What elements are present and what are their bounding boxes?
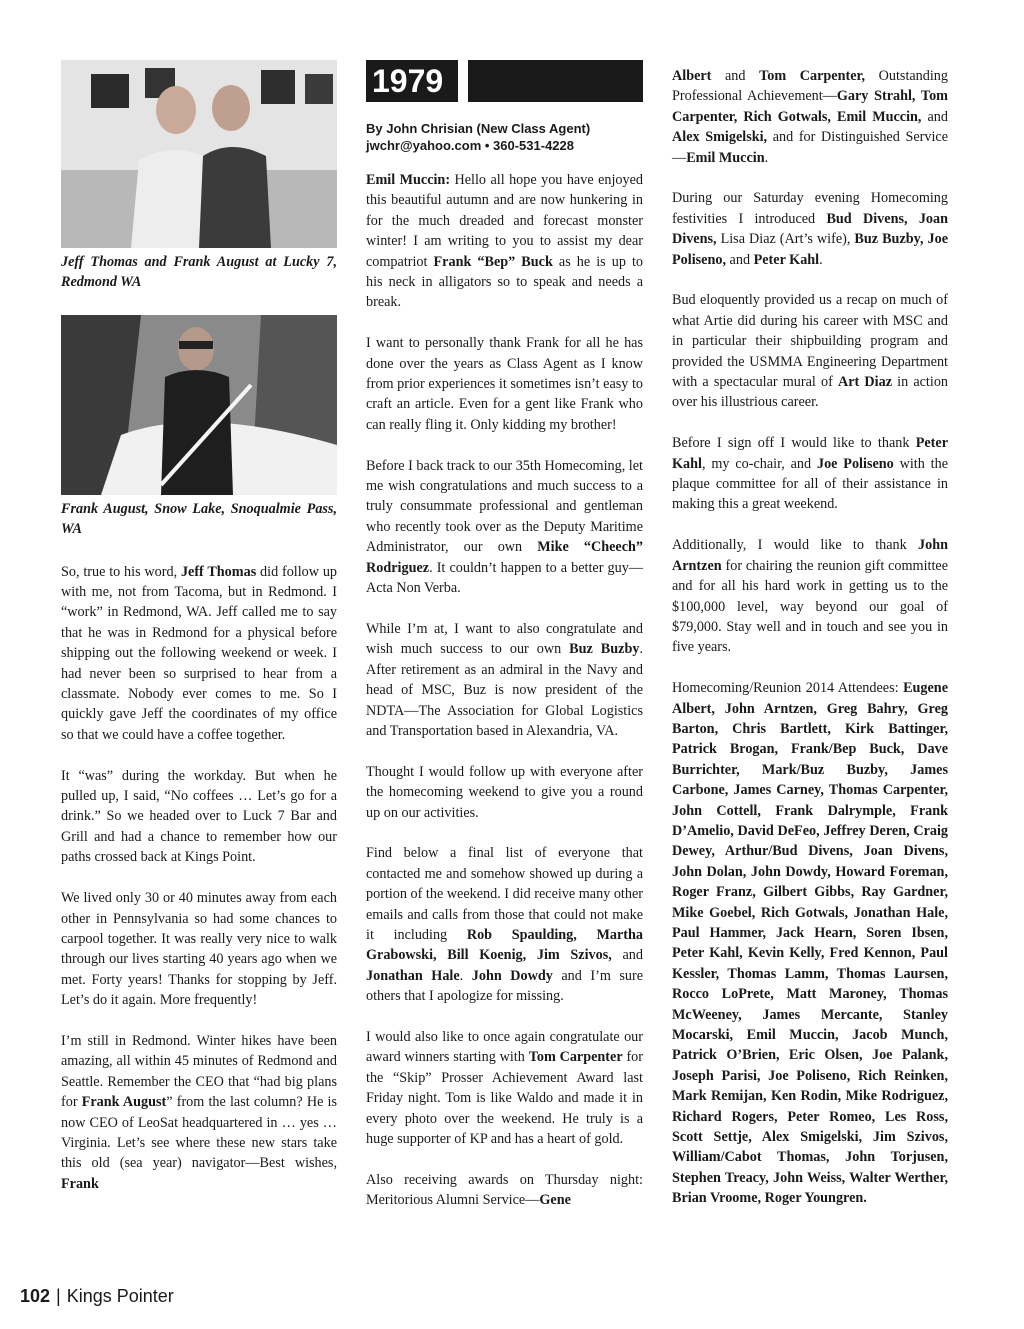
paragraph: Find below a final list of everyone that contacted me and somehow showed up during a portion of the weekend. I did receive many other emails and calls from those that could not make it including Rob Spaulding, Martha Grabowski, Bill Koenig, Jim Szivos, and Jonathan Hale. John Dowdy and I’m sure others that I apologize for missing. — [366, 845, 644, 1005]
paragraph: I want to personally thank Frank for all he has done over the years as Class Agent as I know from prior experiences it sometimes isn’t easy to craft an article. Even for a gent like Frank who can really fling it. Only kidding my brother! — [366, 335, 643, 433]
header-bar — [468, 60, 643, 102]
paragraph: During our Saturday evening Homecoming festivities I introduced Bud Divens, Joan Divens, Lisa Diaz (Art’s wife), Buz Buzby, Joe Poliseno, and Peter Kahl. — [672, 190, 948, 268]
photo-caption-1: Jeff Thomas and Frank August at Lucky 7, Redmond WA — [61, 254, 337, 291]
paragraph: Before I back track to our 35th Homecoming, let me wish congratulations and much success to a truly consummate professional and gentleman who recently took over as the Deputy Maritime Administrator, our own Mike “Cheech” Rodriguez. It couldn’t happen to a better guy—Acta Non Verba. — [366, 457, 643, 597]
paragraph: So, true to his word, Jeff Thomas did follow up with me, not from Tacoma, but in Redmond. I “work” in Redmond, WA. Jeff called me to say that he was in Redmond for a physical before shipping out the following weekend or week. I had never been so surprised to hear from a classmate. Nobody ever comes to me. So I quickly gave Jeff the coordinates of my office so that we could have a coffee together. — [61, 563, 338, 743]
contact-line: jwchr@yahoo.com • 360-531-4228 — [366, 138, 574, 153]
publication-name: Kings Pointer — [66, 1286, 174, 1306]
paragraph: While I’m at, I want to also congratulate and wish much success to our own Buz Buzby. After retirement as an admiral in the Navy and head of MSC, Buz is now president of the NDTA—The Association for Global Logistics and Transportation based in Alexandria, VA. — [366, 620, 643, 739]
photo-frank-august-snow-lake — [61, 315, 337, 495]
author-line: By John Chrisian (New Class Agent) — [366, 121, 591, 136]
paragraph: We lived only 30 or 40 minutes away from each other in Pennsylvania so had some chances to carpool together. It was really very nice to walk through our lives starting 40 years ago when we met. Forty years! Thanks for stopping by Jeff. Let’s do it again. More frequently! — [61, 890, 337, 1009]
paragraph: I’m still in Redmond. Winter hikes have been amazing, all within 45 minutes of Redmond and Seattle. Remember the CEO that “had big plans for Frank August” from the last column? He is now CEO of LeoSat headquartered in … yes … Virginia. Let’s see where these new stars take this old (sea year) navigator—Best wishes, Frank — [61, 1032, 337, 1192]
page-footer — [20, 1286, 174, 1307]
class-year-header — [366, 60, 643, 102]
page-number: 102 — [20, 1286, 51, 1306]
footer-separator: | — [56, 1286, 61, 1306]
paragraph: Thought I would follow up with everyone after the homecoming weekend to give you a round up on our activities. — [366, 763, 643, 821]
paragraph: Emil Muccin: Hello all hope you have enjoyed this beautiful autumn and are now hunkering in for the much dreaded and forecast monster winter! I am writing to you to assist my dear compatriot Frank “Bep” Buck as he is up to his neck in alligators so to speak and needs a break. — [366, 172, 643, 311]
paragraph: Albert and Tom Carpenter, Outstanding Professional Achievement—Gary Strahl, Tom Carpenter, Rich Gotwals, Emil Muccin, and Alex Smigelski, and for Distinguished Service—Emil Muccin. — [672, 68, 948, 166]
paragraph: Before I sign off I would like to thank Peter Kahl, my co-chair, and Joe Poliseno with the plaque committee for all of their assistance in making this a great weekend. — [672, 435, 948, 513]
column-right — [672, 66, 948, 1229]
photo-illustration-snow — [61, 315, 337, 495]
photo-jeff-thomas-frank-august — [61, 60, 337, 248]
paragraph: Additionally, I would like to thank John Arntzen for chairing the reunion gift committee and for all his hard work in getting us to the $100,000 level, way beyond our goal of $79,000. Stay well and in touch and see you in five years. — [672, 537, 948, 656]
attendees-paragraph: Homecoming/Reunion 2014 Attendees: Eugene Albert, John Arntzen, Greg Bahry, Greg Barton, Chris Bartlett, Kirk Battinger, Patrick Brogan, Frank/Bep Buck, Dave Burrichter, Mark/Buz Buzby, James Carbone, James Carney, Thomas Carpenter, John Cottell, Frank Dalrymple, Frank D’Amelio, David DeFeo, Jeffrey Deren, Craig Dewey, Arthur/Bud Divens, Joan Divens, John Dolan, John Dowdy, Howard Foreman, Roger Franz, Gilbert Gibbs, Ray Gardner, Mike Goebel, Rich Gotwals, Jonathan Hale, Paul Hammer, Jack Hearn, Soren Ibsen, Peter Kahl, Kevin Kelly, Fred Kennon, Paul Kessler, Thomas Lamm, Thomas Laursen, Rocco LoPrete, Matt Maroney, Thomas McWeeney, James Mercante, Stanley Mocarski, Emil Muccin, Jacob Munch, Patrick O’Brien, Eric Olsen, Joe Palank, Joseph Parisi, Joe Poliseno, Rich Reinken, Mark Remijan, Ken Rodin, Mike Rodriguez, Richard Rogers, Peter Romeo, Les Ross, Scott Settje, Alex Smigelski, Jim Szivos, William/Cabot Thomas, John Torjusen, Stephen Treacy, John Weiss, Walter Werther, Brian Vroome, Roger Youngren. — [672, 680, 948, 1207]
column-middle — [366, 60, 643, 1231]
class-year: 1979 — [366, 60, 458, 102]
paragraph: Also receiving awards on Thursday night: Meritorious Alumni Service—Gene — [366, 1171, 643, 1209]
photo-caption-2: Frank August, Snow Lake, Snoqualmie Pass, WA — [61, 500, 337, 538]
paragraph: It “was” during the workday. But when he pulled up, I said, “No coffees … Let’s go for a drink.” So we headed over to Luck 7 Bar and Grill and had a chance to remember how our paths crossed back at Kings Point. — [61, 767, 337, 866]
column-left — [61, 60, 337, 1215]
paragraph: I would also like to once again congratulate our award winners starting with Tom Carpenter for the “Skip” Prosser Achievement Award last Friday night. Tom is like Waldo and made it in every photo over the weekend. He truly is a huge supporter of KP and has a heart of gold. — [366, 1028, 643, 1147]
paragraph: Bud eloquently provided us a recap on much of what Artie did during his career with MSC and in particular their shipbuilding program and provided the USMMA Engineering Department with a spectacular mural of Art Diaz in action over his illustrious career. — [672, 292, 949, 411]
photo-illustration — [61, 60, 337, 248]
byline — [366, 120, 643, 154]
